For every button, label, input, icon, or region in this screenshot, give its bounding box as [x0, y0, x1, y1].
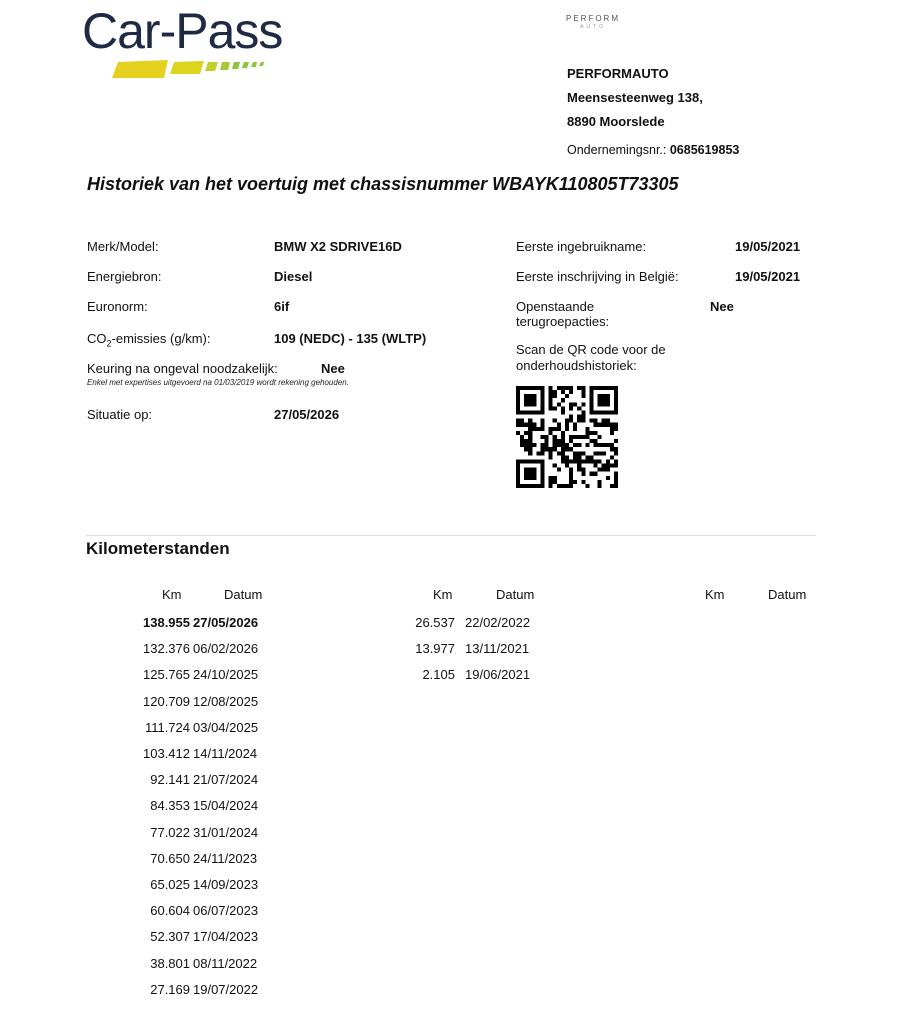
- mileage-km: 103.412: [143, 746, 190, 761]
- mileage-date: 24/11/2023: [193, 851, 258, 866]
- recall-value: Nee: [710, 299, 734, 314]
- mileage-date: 14/11/2024: [193, 746, 258, 761]
- mileage-km: 132.376: [143, 641, 190, 656]
- mileage-date: 19/07/2022: [193, 982, 259, 997]
- mileage-km: 2.105: [422, 667, 455, 682]
- euronorm-value: 6if: [274, 299, 290, 314]
- inspection-note: Enkel met expertises uitgevoerd na 01/03/2019 wordt rekening gehouden.: [87, 378, 349, 387]
- dealer-address: [567, 62, 703, 134]
- mileage-km: 111.724: [144, 720, 190, 735]
- inspection-value: Nee: [321, 361, 345, 376]
- carpass-logo-stripes: [112, 58, 272, 80]
- mileage-km: 38.801: [150, 956, 190, 971]
- co2-label: $CO_2$-emissies (g/km):: [87, 331, 211, 349]
- date-header-1: Datum: [224, 587, 263, 602]
- mileage-date: 27/05/2026: [193, 615, 259, 630]
- km-header-2: Km: [433, 587, 453, 602]
- mileage-date: 14/09/2023: [193, 877, 259, 892]
- mileage-km: 125.765: [143, 667, 190, 682]
- mileage-date: 06/07/2023: [193, 903, 259, 918]
- carpass-logo: Car-Pass: [82, 3, 283, 59]
- make-value: BMW X2 SDRIVE16D: [274, 239, 402, 254]
- recall-label: Openstaande terugroepacties:: [516, 299, 610, 329]
- mileage-km: 52.307: [150, 929, 190, 944]
- dealer-logo: PERFORM AUTO: [566, 14, 620, 30]
- mileage-date: 06/02/2026: [193, 641, 259, 656]
- first-use-value: 19/05/2021: [735, 239, 801, 254]
- mileage-date: 17/04/2023: [193, 929, 259, 944]
- fuel-value: Diesel: [274, 269, 313, 284]
- mileage-title: Kilometerstanden: [86, 539, 230, 558]
- section-divider: [86, 535, 816, 536]
- mileage-date: 03/04/2025: [193, 720, 259, 735]
- mileage-date: 31/01/2024: [193, 825, 259, 840]
- mileage-km: 26.537: [415, 615, 455, 630]
- mileage-date: 08/11/2022: [193, 956, 258, 971]
- situation-label: Situatie op:: [87, 407, 153, 422]
- mileage-km: 13.977: [415, 641, 455, 656]
- euronorm-label: Euronorm:: [87, 299, 148, 314]
- first-registration-value: 19/05/2021: [735, 269, 801, 284]
- make-label: Merk/Model:: [87, 239, 159, 254]
- mileage-km: 120.709: [143, 694, 190, 709]
- km-header-3: Km: [705, 587, 725, 602]
- first-use-label: Eerste ingebruikname:: [516, 239, 647, 254]
- mileage-km: 65.025: [150, 877, 190, 892]
- mileage-km: 70.650: [150, 851, 190, 866]
- qr-code[interactable]: [516, 386, 618, 488]
- date-header-3: Datum: [768, 587, 807, 602]
- mileage-date: 21/07/2024: [193, 772, 259, 787]
- first-registration-label: Eerste inschrijving in België:: [516, 269, 679, 284]
- fuel-label: Energiebron:: [87, 269, 162, 284]
- mileage-km: 138.955: [143, 615, 190, 630]
- mileage-date: 13/11/2021: [465, 641, 530, 656]
- mileage-km: 60.604: [150, 903, 190, 918]
- mileage-km: 77.022: [150, 825, 190, 840]
- dealer-street: Meensesteenweg 138,: [567, 90, 703, 105]
- situation-value: 27/05/2026: [274, 407, 340, 422]
- mileage-date: 12/08/2025: [193, 694, 259, 709]
- co2-value: 109 (NEDC) - 135 (WLTP): [274, 331, 427, 346]
- mileage-date: 24/10/2025: [193, 667, 259, 682]
- mileage-date: 15/04/2024: [193, 798, 259, 813]
- dealer-name: PERFORMAUTO: [567, 66, 669, 81]
- km-header-1: Km: [162, 587, 182, 602]
- company-number: Ondernemingsnr.: 0685619853: [567, 143, 740, 157]
- mileage-km: 27.169: [150, 982, 190, 997]
- date-header-2: Datum: [496, 587, 535, 602]
- page-title: Historiek van het voertuig met chassisnummer WBAYK110805T73305: [87, 174, 679, 194]
- inspection-label: Keuring na ongeval noodzakelijk:: [87, 361, 278, 376]
- mileage-km: 84.353: [150, 798, 190, 813]
- qr-label: Scan de QR code voor de onderhoudshistoriek:: [516, 342, 666, 373]
- mileage-date: 19/06/2021: [465, 667, 531, 682]
- mileage-date: 22/02/2022: [465, 615, 531, 630]
- mileage-km: 92.141: [150, 772, 190, 787]
- dealer-city: 8890 Moorslede: [567, 114, 665, 129]
